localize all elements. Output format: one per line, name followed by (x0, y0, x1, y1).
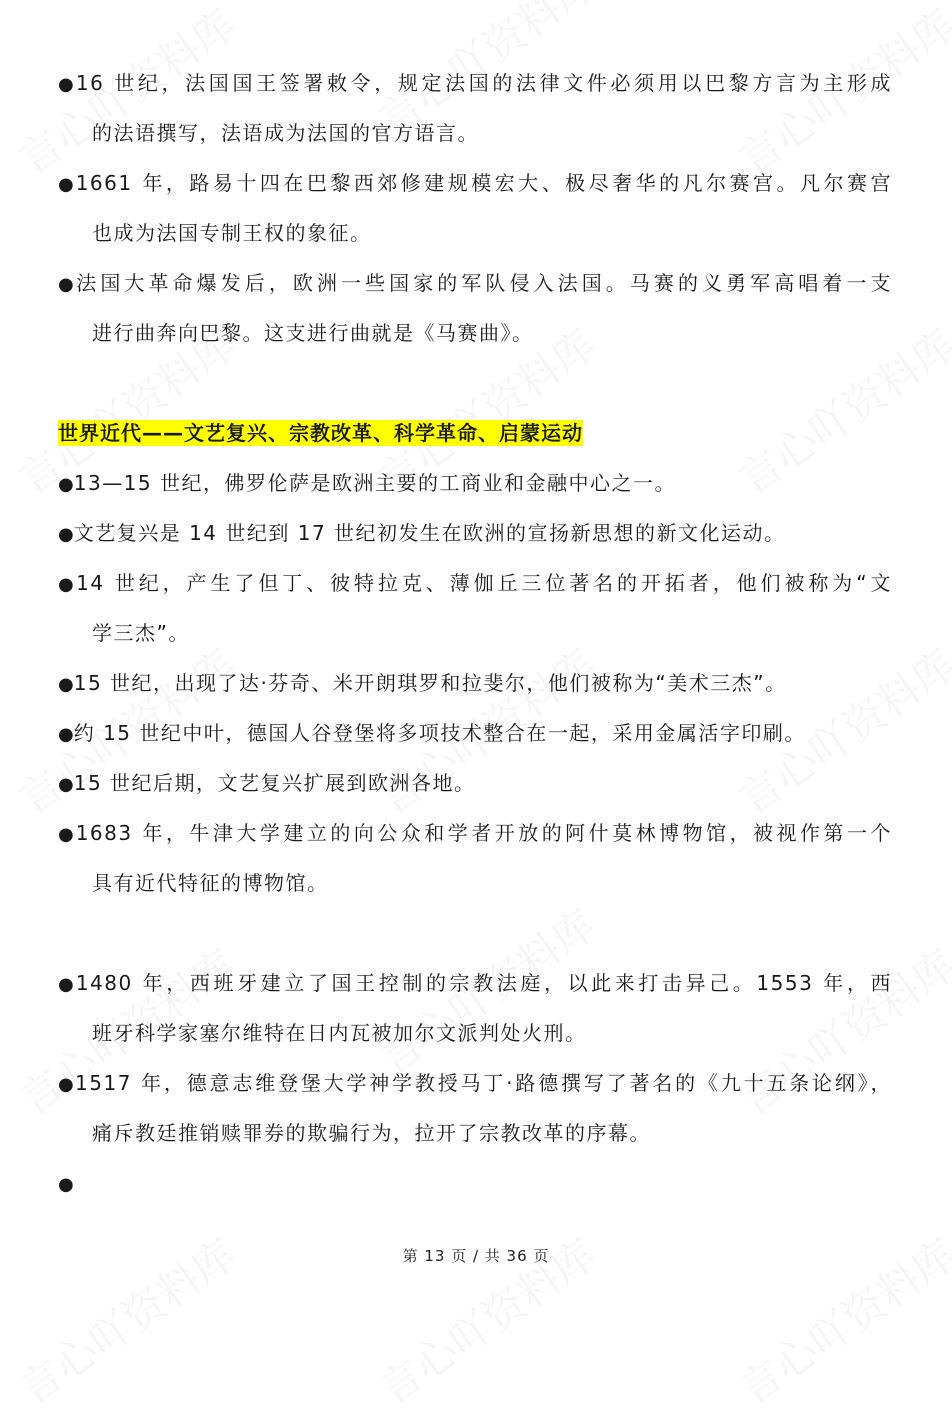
bullet-line (58, 808, 892, 858)
line-text: 13—15 世纪，佛罗伦萨是欧洲主要的工商业和金融中心之一。 (73, 471, 676, 495)
line-text: 也成为法国专制王权的象征。 (92, 221, 372, 245)
section-reformation (58, 958, 892, 1208)
line-text: 1517 年，德意志维登堡大学神学教授马丁·路德撰写了著名的《九十五条论纲》， (75, 1071, 892, 1095)
bullet-item (58, 458, 892, 508)
bullet-item (58, 708, 892, 758)
line-text: 14 世纪，产生了但丁、彼特拉克、薄伽丘三位著名的开拓者，他们被称为“文 (76, 571, 892, 595)
bullet-icon: ● (58, 274, 77, 295)
continuation-line (58, 308, 892, 358)
bullet-icon: ● (58, 1074, 76, 1095)
line-text: 1661 年，路易十四在巴黎西郊修建规模宏大、极尽奢华的凡尔赛宫。凡尔赛宫 (75, 171, 892, 195)
bullet-icon: ● (58, 174, 76, 195)
bullet-item (58, 958, 892, 1058)
bullet-line (58, 258, 892, 308)
bullet-icon: ● (58, 474, 74, 495)
bullet-item (58, 1058, 892, 1158)
bullet-icon: ● (58, 774, 74, 795)
bullet-item (58, 558, 892, 658)
line-text: 约 15 世纪中叶，德国人谷登堡将多项技术整合在一起，采用金属活字印刷。 (73, 721, 806, 745)
bullet-item (58, 258, 892, 358)
line-text: 进行曲奔向巴黎。这支进行曲就是《马赛曲》。 (92, 321, 534, 345)
bullet-icon: ● (58, 824, 76, 845)
continuation-line (58, 108, 892, 158)
bullet-line (58, 708, 892, 758)
bullet-line (58, 158, 892, 208)
bullet-icon: ● (58, 974, 76, 995)
bullet-line (58, 508, 892, 558)
blank-line (58, 358, 892, 408)
continuation-line (58, 608, 892, 658)
bullet-icon: ● (58, 574, 77, 595)
line-text: 文艺复兴是 14 世纪到 17 世纪初发生在欧洲的宣扬新思想的新文化运动。 (73, 521, 786, 545)
section-heading (58, 408, 892, 458)
line-text: 15 世纪后期，文艺复兴扩展到欧洲各地。 (73, 771, 476, 795)
continuation-line (58, 858, 892, 908)
section-renaissance (58, 458, 892, 908)
bullet-line (58, 758, 892, 808)
bullet-line (58, 458, 892, 508)
highlighted-heading-text: 世界近代——文艺复兴、宗教改革、科学革命、启蒙运动 (58, 421, 583, 445)
line-text: 1480 年，西班牙建立了国王控制的宗教法庭，以此来打击异己。1553 年，西 (75, 971, 892, 995)
bullet-line (58, 658, 892, 708)
bullet-item (58, 1158, 892, 1208)
continuation-line (58, 208, 892, 258)
bullet-icon: ● (58, 674, 74, 695)
bullet-line (58, 1158, 892, 1208)
bullet-icon: ● (58, 1174, 74, 1195)
line-text: 具有近代特征的博物馆。 (92, 871, 329, 895)
bullet-item (58, 158, 892, 258)
bullet-item (58, 808, 892, 908)
line-text: 班牙科学家塞尔维特在日内瓦被加尔文派判处火刑。 (92, 1021, 587, 1045)
bullet-item (58, 508, 892, 558)
line-text: 痛斥教廷推销赎罪券的欺骗行为，拉开了宗教改革的序幕。 (92, 1121, 651, 1145)
bullet-icon: ● (58, 724, 74, 745)
bullet-icon: ● (58, 74, 76, 95)
line-text: 15 世纪，出现了达·芬奇、米开朗琪罗和拉斐尔，他们被称为“美术三杰”。 (73, 671, 787, 695)
continuation-line (58, 1008, 892, 1058)
section-france (58, 58, 892, 358)
bullet-line (58, 58, 892, 108)
line-text: 法国大革命爆发后，欧洲一些国家的军队侵入法国。马赛的义勇军高唱着一支 (76, 271, 892, 295)
bullet-item (58, 758, 892, 808)
page-footer: 第 13 页 / 共 36 页 (402, 1247, 550, 1265)
line-text: 的法语撰写，法语成为法国的官方语言。 (92, 121, 479, 145)
bullet-item (58, 58, 892, 158)
continuation-line (58, 1108, 892, 1158)
bullet-line (58, 1058, 892, 1108)
line-text: 学三杰”。 (92, 621, 190, 645)
line-text: 1683 年，牛津大学建立的向公众和学者开放的阿什莫林博物馆，被视作第一个 (75, 821, 892, 845)
blank-line (58, 908, 892, 958)
bullet-item (58, 658, 892, 708)
document-body (58, 58, 892, 1208)
bullet-line (58, 558, 892, 608)
bullet-icon: ● (58, 524, 74, 545)
bullet-line (58, 958, 892, 1008)
line-text: 16 世纪，法国国王签署敕令，规定法国的法律文件必须用以巴黎方言为主形成 (75, 71, 892, 95)
